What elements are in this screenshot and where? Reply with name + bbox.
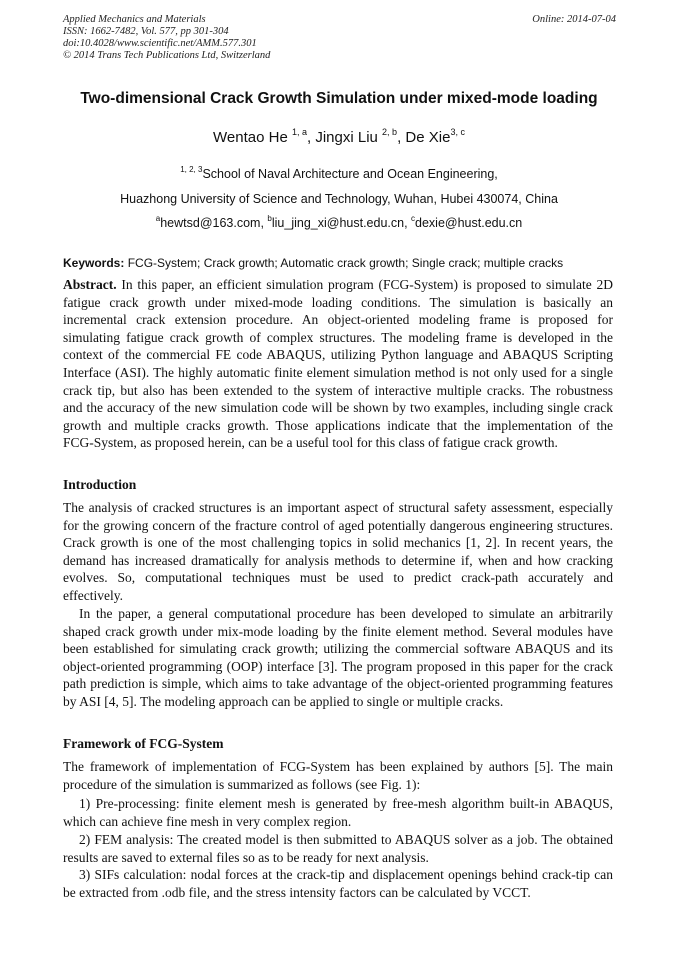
text-line: The framework of implementation of FCG-System has been explained by authors [5]. The main bbox=[63, 759, 613, 774]
framework-heading: Framework of FCG-System bbox=[63, 736, 224, 751]
paper-title: Two-dimensional Crack Growth Simulation under mixed-mode loading bbox=[80, 90, 598, 107]
text-line: 3) SIFs calculation: nodal forces at the crack-tip and displacement openings behind crack-tip can bbox=[79, 867, 613, 882]
text-line: procedure of the simulation is summarized as follows (see Fig. 1): bbox=[63, 776, 421, 792]
doi: doi:10.4028/www.scientific.net/AMM.577.301 bbox=[63, 38, 257, 49]
text-line: In the paper, a general computational procedure has been developed to simulate an arbitrarily bbox=[79, 606, 613, 621]
text-line: object-oriented programming (OOP) interface [3]. The program proposed in this paper for the crack bbox=[63, 658, 613, 674]
text-line: and the accuracy of the new simulation code will be shown by two examples, including single crack bbox=[63, 400, 613, 416]
author-name: Jingxi Liu bbox=[315, 129, 378, 146]
text-line: for the growing concern of the fracture control of aged potentially dangerous engineering structures. bbox=[63, 517, 613, 533]
journal-name: Applied Mechanics and Materials bbox=[63, 14, 206, 25]
framework-intro bbox=[63, 758, 613, 793]
text-line: be extracted from .odb file, and the stress intensity factors can be calculated by VCCT. bbox=[63, 884, 531, 900]
introduction-paragraph-2 bbox=[63, 605, 613, 711]
keywords-text: FCG-System; Crack growth; Automatic crack growth; Single crack; multiple cracks bbox=[124, 256, 564, 270]
keywords bbox=[63, 256, 623, 270]
text-line: been established for simulating crack growth; utilizing the commercial software ABAQUS and its bbox=[63, 641, 613, 657]
email-sup: a bbox=[155, 214, 161, 223]
text-line: evolves. So, computational techniques must be used to predict crack-path accurately and bbox=[63, 570, 613, 586]
abstract-label: Abstract. bbox=[63, 277, 117, 292]
text-line: by ASI [4, 5]. The modeling approach can be applied to single or multiple cracks. bbox=[63, 693, 504, 709]
text-line: 2) FEM analysis: The created model is then submitted to ABAQUS solver as a job. The obtained bbox=[79, 832, 613, 847]
abstract bbox=[63, 276, 613, 452]
text-line: Abstract. In this paper, an efficient simulation program (FCG-System) is proposed to simulate 2D bbox=[63, 277, 613, 292]
text-line: fatigue crack growth under mixed-mode loading conditions. The simulation is basically an bbox=[63, 294, 613, 310]
affiliation-sup: 1, 2, 3 bbox=[180, 165, 203, 174]
text-line: context of the commercial FE code ABAQUS, utilizing Python language and ABAQUS Scripting bbox=[63, 347, 613, 363]
author-sup: 2, b bbox=[382, 127, 398, 137]
email-address: liu_jing_xi@hust.edu.cn, bbox=[271, 216, 412, 230]
text-line: simulating fatigue crack growth of complex structures. The modeling frame is developed in the bbox=[63, 329, 613, 345]
text-line: shaped crack growth under mix-mode loading by the finite element method. Several modules have bbox=[63, 623, 613, 639]
email-line bbox=[0, 216, 678, 230]
framework-item-3 bbox=[63, 866, 613, 901]
text-line: results are saved to external files so as to be ready for next analysis. bbox=[63, 849, 429, 865]
text-line: growth and multiple cracks growth. Those applications indicate that the implementation of the bbox=[63, 417, 613, 433]
author-name: De Xie bbox=[405, 129, 451, 146]
framework-item-2 bbox=[63, 831, 613, 866]
affiliation-text: School of Naval Architecture and Ocean Engineering, bbox=[202, 167, 498, 181]
affiliation-line-1 bbox=[0, 167, 678, 181]
journal-header bbox=[63, 14, 616, 62]
author-name: Wentao He bbox=[213, 129, 288, 146]
author-sup: 3, c bbox=[450, 127, 465, 137]
text-line: path prediction is simple, which aims to take advantage of the object-oriented programming features bbox=[63, 676, 613, 692]
email-address: dexie@hust.edu.cn bbox=[415, 216, 523, 230]
introduction-paragraph-1 bbox=[63, 499, 613, 605]
copyright: © 2014 Trans Tech Publications Ltd, Switzerland bbox=[63, 50, 271, 61]
text-line: effectively. bbox=[63, 587, 123, 603]
author-sup: 1, a bbox=[291, 127, 307, 137]
text-line: FCG-System, as proposed herein, can be a useful tool for this class of fatigue crack growth. bbox=[63, 435, 558, 451]
text-line: crack tip, but also has been extended to the system of interactive multiple cracks. The robustness bbox=[63, 382, 613, 398]
text-line: Crack growth is one of the most challenging topics in solid mechanics [1, 2]. In recent years, the bbox=[63, 535, 613, 551]
introduction-heading: Introduction bbox=[63, 477, 137, 492]
keywords-label: Keywords: bbox=[63, 256, 125, 270]
text-line: incremental crack extension procedure. An object-oriented modeling frame is proposed for bbox=[63, 312, 613, 328]
text-line: Interface (ASI). The highly automatic finite element simulation method is not only used for a single bbox=[63, 364, 613, 380]
email-address: hewtsd@163.com, bbox=[160, 216, 268, 230]
text-line: 1) Pre-processing: finite element mesh is generated by free-mesh algorithm built-in ABAQUS, bbox=[79, 796, 613, 811]
text-line: demand has increased dramatically for analysis methods to determine if, when and how cracking bbox=[63, 552, 613, 568]
framework-item-1 bbox=[63, 795, 613, 830]
email-sup: b bbox=[267, 214, 272, 223]
online-date: Online: 2014-07-04 bbox=[532, 14, 616, 25]
affiliation-line-2: Huazhong University of Science and Technology, Wuhan, Hubei 430074, China bbox=[120, 192, 558, 206]
author-list: Wentao He $^{1, a}$, Jingxi Liu $^{2, b}$, De Xie$^{3, c}$ bbox=[213, 127, 465, 146]
text-line: which can achieve fine mesh in very complex region. bbox=[63, 813, 352, 829]
text-line: The analysis of cracked structures is an important aspect of structural safety assessment, especially bbox=[63, 500, 613, 515]
issn: ISSN: 1662-7482, Vol. 577, pp 301-304 bbox=[63, 26, 229, 37]
email-sup: c bbox=[411, 214, 416, 223]
